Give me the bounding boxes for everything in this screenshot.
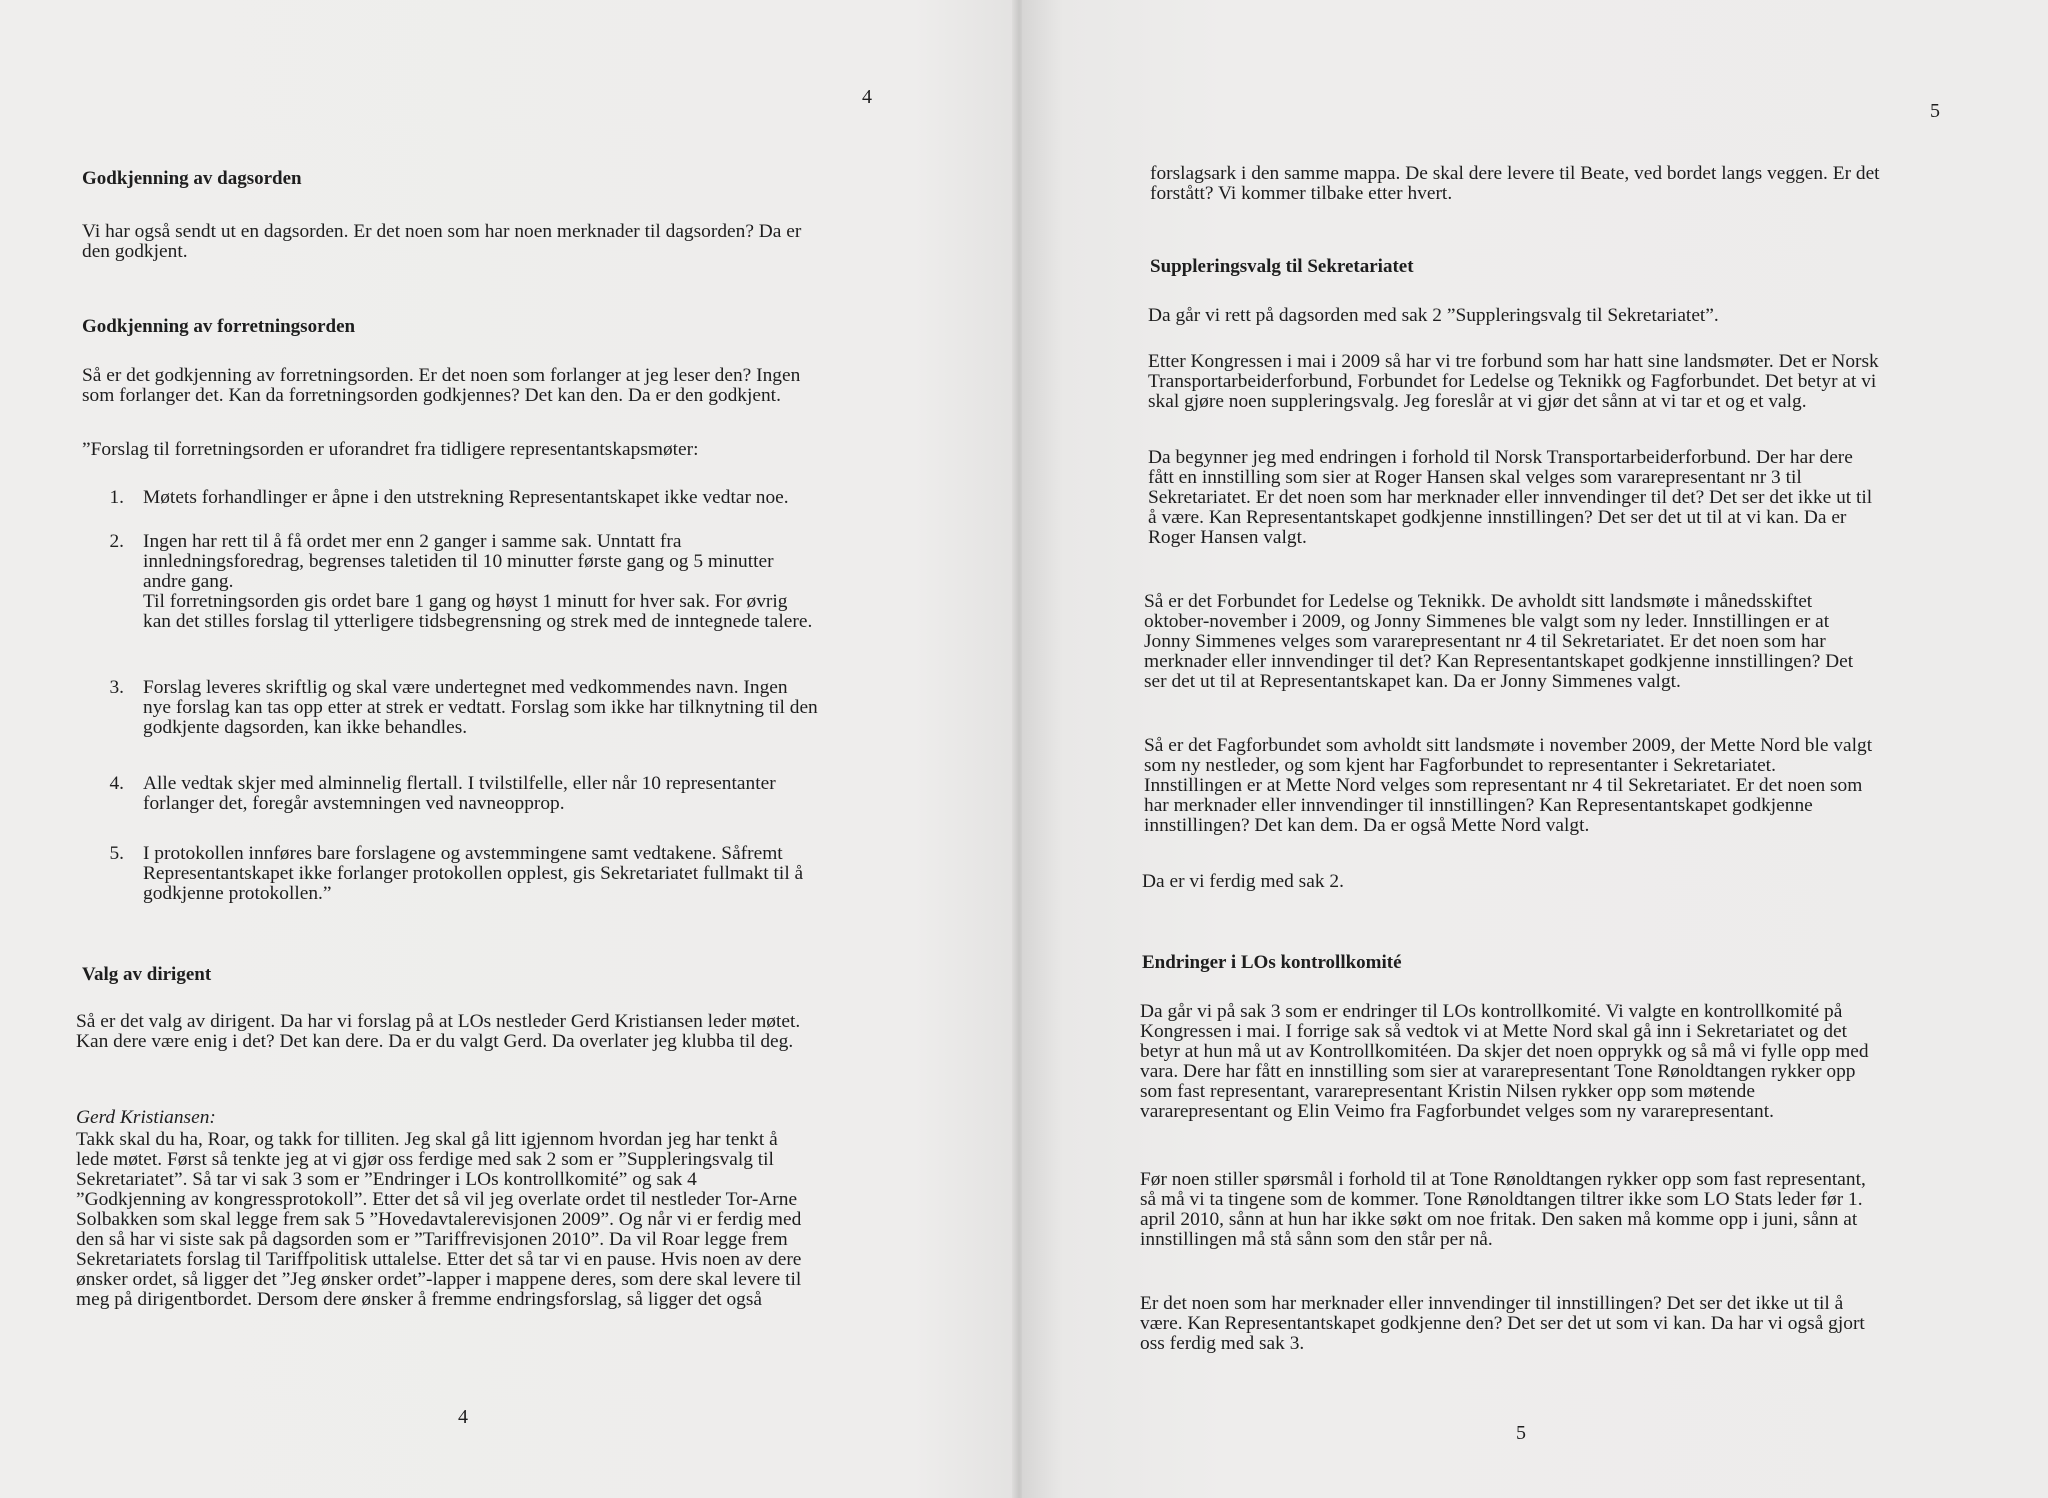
speech-line: ”Godkjenning av kongressprotokoll”. Etter det så vil jeg overlate ordet til nestleder Tor-Arne (76, 1189, 798, 1210)
paragraph-line: Så er det Forbundet for Ledelse og Teknikk. De avholdt sitt landsmøte i månedsskiftet (1144, 591, 1813, 612)
paragraph-line: merknader eller innvendinger til det? Kan Representantskapet godkjenne innstillingen? Det (1144, 651, 1854, 672)
paragraph-line: som forlanger det. Kan da forretningsorden godkjennes? Det kan den. Da er den godkjent. (82, 385, 781, 406)
paragraph-line: forslagsark i den samme mappa. De skal dere levere til Beate, ved bordet langs veggen. Er det (1150, 163, 1880, 184)
heading-dirigent: Valg av dirigent (82, 964, 212, 985)
list-item-line: Ingen har rett til å få ordet mer enn 2 ganger i samme sak. Unntatt fra (143, 531, 682, 552)
list-item-line: Alle vedtak skjer med alminnelig flertall. I tvilstilfelle, eller når 10 representanter (143, 773, 776, 794)
list-item-line: kan det stilles forslag til ytterligere tidsbegrensning og strek med de inntegnede talere. (143, 611, 813, 632)
paragraph-line: skal gjøre noen suppleringsvalg. Jeg foreslår at vi gjør det sånn at vi tar et og et valg. (1148, 391, 1807, 412)
paragraph-line: innstillingen må stå sånn som den står per nå. (1140, 1229, 1493, 1250)
left-page (0, 0, 1016, 1498)
paragraph-line: Så er det godkjenning av forretningsorden. Er det noen som forlanger at jeg leser den? Ingen (82, 365, 801, 386)
list-item-line: godkjente dagsorden, kan ikke behandles. (143, 717, 468, 738)
speech-line: ønsker ordet, så ligger det ”Jeg ønsker ordet”-lapper i mappene deres, som dere skal levere til (76, 1269, 802, 1290)
paragraph-line: Da er vi ferdig med sak 2. (1142, 871, 1344, 892)
speech-line: Solbakken som skal legge frem sak 5 ”Hovedavtalerevisjonen 2009”. Og når vi er ferdig med (76, 1209, 802, 1230)
paragraph-line: oktober-november i 2009, og Jonny Simmenes ble valgt som ny leder. Innstillingen er at (1144, 611, 1830, 632)
heading-dagsorden: Godkjenning av dagsorden (82, 168, 302, 189)
paragraph-line: Roger Hansen valgt. (1148, 527, 1307, 548)
list-item-line: Forslag leveres skriftlig og skal være undertegnet med vedkommendes navn. Ingen (143, 677, 788, 698)
list-item-line: forlanger det, foregår avstemningen ved navneopprop. (143, 793, 565, 814)
paragraph-line: Er det noen som har merknader eller innvendinger til innstillingen? Det ser det ikke ut til å (1140, 1293, 1844, 1314)
page-number-bottom: 4 (458, 1406, 468, 1428)
paragraph-line: som ny nestleder, og som kjent har Fagforbundet to representanter i Sekretariatet. (1144, 755, 1776, 776)
paragraph-line: som fast representant, vararepresentant Kristin Nilsen rykker opp som møtende (1140, 1081, 1755, 1102)
list-number: 3. (109, 677, 124, 698)
paragraph-line: har merknader eller innvendinger til innstillingen? Kan Representantskapet godkjenne (1144, 795, 1813, 816)
paragraph-line: Da går vi rett på dagsorden med sak 2 ”Suppleringsvalg til Sekretariatet”. (1148, 305, 1719, 326)
page-number-top: 4 (862, 86, 872, 108)
paragraph-line: Jonny Simmenes velges som vararepresentant nr 4 til Sekretariatet. Er det noen som har (1144, 631, 1826, 652)
list-item-line: innledningsforedrag, begrenses taletiden til 10 minutter første gang og 5 minutter (143, 551, 774, 572)
list-item-line: godkjenne protokollen.” (143, 883, 332, 904)
heading-forretningsorden: Godkjenning av forretningsorden (82, 316, 356, 337)
list-item-line: Møtets forhandlinger er åpne i den utstrekning Representantskapet ikke vedtar noe. (143, 487, 789, 508)
paragraph-line: Da går vi på sak 3 som er endringer til LOs kontrollkomité. Vi valgte en kontrollkomité på (1140, 1001, 1843, 1022)
speech-line: Sekretariatets forslag til Tariffpolitisk uttalelse. Etter det så tar vi en pause. Hvis noen av dere (76, 1249, 802, 1270)
speech-line: Sekretariatet”. Så tar vi sak 3 som er ”Endringer i LOs kontrollkomité” og sak 4 (76, 1169, 697, 1190)
paragraph-line: å være. Kan Representantskapet godkjenne innstillingen? Det ser det ut til at vi kan. Da er (1148, 507, 1847, 528)
list-item-line: I protokollen innføres bare forslagene og avstemmingene samt vedtakene. Såfremt (143, 843, 783, 864)
paragraph-line: oss ferdig med sak 3. (1140, 1333, 1305, 1354)
paragraph-line: Innstillingen er at Mette Nord velges som representant nr 4 til Sekretariatet. Er det noen som (1144, 775, 1863, 796)
list-number: 2. (109, 531, 124, 552)
paragraph-line: vararepresentant og Elin Veimo fra Fagforbundet velges som ny vararepresentant. (1140, 1101, 1774, 1122)
paragraph-line: Da begynner jeg med endringen i forhold til Norsk Transportarbeiderforbund. Der har dere (1148, 447, 1853, 468)
page-number-bottom: 5 (1516, 1422, 1526, 1444)
paragraph-line: Så er det Fagforbundet som avholdt sitt landsmøte i november 2009, der Mette Nord ble valgt (1144, 735, 1873, 756)
speech-line: den så har vi siste sak på dagsorden som er ”Tariffrevisjonen 2010”. Da vil Roar legge frem (76, 1229, 788, 1250)
paragraph-line: Før noen stiller spørsmål i forhold til at Tone Rønoldtangen rykker opp som fast representant, (1140, 1169, 1866, 1190)
speech-line: meg på dirigentbordet. Dersom dere ønsker å fremme endringsforslag, så ligger det også (76, 1289, 762, 1310)
paragraph-line: ser det ut til at Representantskapet kan. Da er Jonny Simmenes valgt. (1144, 671, 1681, 692)
list-item-line: andre gang. (143, 571, 234, 592)
paragraph-line: forstått? Vi kommer tilbake etter hvert. (1150, 183, 1453, 204)
list-number: 4. (109, 773, 124, 794)
paragraph-line: april 2010, sånn at hun har ikke søkt om noe fritak. Den saken må komme opp i juni, sånn at (1140, 1209, 1858, 1230)
speaker-name: Gerd Kristiansen: (76, 1107, 216, 1128)
speech-line: lede møtet. Først så tenkte jeg at vi gjør oss ferdige med sak 2 som er ”Suppleringsvalg til (76, 1149, 774, 1170)
heading-supplering: Suppleringsvalg til Sekretariatet (1150, 256, 1414, 277)
paragraph-line: den godkjent. (82, 241, 188, 262)
page-number-top: 5 (1930, 100, 1940, 122)
paragraph-line: så må vi ta tingene som de kommer. Tone Rønoldtangen tiltrer ikke som LO Stats leder før 1. (1140, 1189, 1863, 1210)
paragraph-line: Etter Kongressen i mai i 2009 så har vi tre forbund som har hatt sine landsmøter. Det er Norsk (1148, 351, 1879, 372)
right-page (1022, 0, 2048, 1498)
paragraph-line: Vi har også sendt ut en dagsorden. Er det noen som har noen merknader til dagsorden? Da er (82, 221, 802, 242)
paragraph-line: innstillingen? Det kan dem. Da er også Mette Nord valgt. (1144, 815, 1590, 836)
list-item-line: Representantskapet ikke forlanger protokollen opplest, gis Sekretariatet fullmakt til å (143, 863, 804, 884)
paragraph-line: Kan dere være enig i det? Det kan dere. Da er du valgt Gerd. Da overlater jeg klubba til deg. (76, 1031, 794, 1052)
paragraph-line: fått en innstilling som sier at Roger Hansen skal velges som vararepresentant nr 3 til (1148, 467, 1802, 488)
paragraph-line: Kongressen i mai. I forrige sak så vedtok vi at Mette Nord skal gå inn i Sekretariatet og det (1140, 1021, 1848, 1042)
heading-kontrollkomite: Endringer i LOs kontrollkomité (1142, 952, 1402, 973)
paragraph-line: betyr at hun må ut av Kontrollkomitéen. Da skjer det noen opprykk og så må vi fylle opp med (1140, 1041, 1869, 1062)
paragraph-line: ”Forslag til forretningsorden er uforandret fra tidligere representantskapsmøter: (82, 439, 699, 460)
list-number: 5. (109, 843, 124, 864)
paragraph-line: Så er det valg av dirigent. Da har vi forslag på at LOs nestleder Gerd Kristiansen leder møtet. (76, 1011, 801, 1032)
speech-line: Takk skal du ha, Roar, og takk for tilliten. Jeg skal gå litt igjennom hvordan jeg har tenkt å (76, 1129, 778, 1150)
list-item-line: nye forslag kan tas opp etter at strek er vedtatt. Forslag som ikke har tilknytning til den (143, 697, 818, 718)
paragraph-line: være. Kan Representantskapet godkjenne den? Det ser det ut som vi kan. Da har vi også gjort (1140, 1313, 1865, 1334)
list-number: 1. (109, 487, 124, 508)
paragraph-line: Transportarbeiderforbund, Forbundet for Ledelse og Teknikk og Fagforbundet. Det betyr at vi (1148, 371, 1877, 392)
list-item-line: Til forretningsorden gis ordet bare 1 gang og høyst 1 minutt for hver sak. For øvrig (143, 591, 788, 612)
paragraph-line: vara. Dere har fått en innstilling som sier at vararepresentant Tone Rønoldtangen rykker opp (1140, 1061, 1856, 1082)
paragraph-line: Sekretariatet. Er det noen som har merknader eller innvendinger til det? Det ser det ikke ut til (1148, 487, 1873, 508)
